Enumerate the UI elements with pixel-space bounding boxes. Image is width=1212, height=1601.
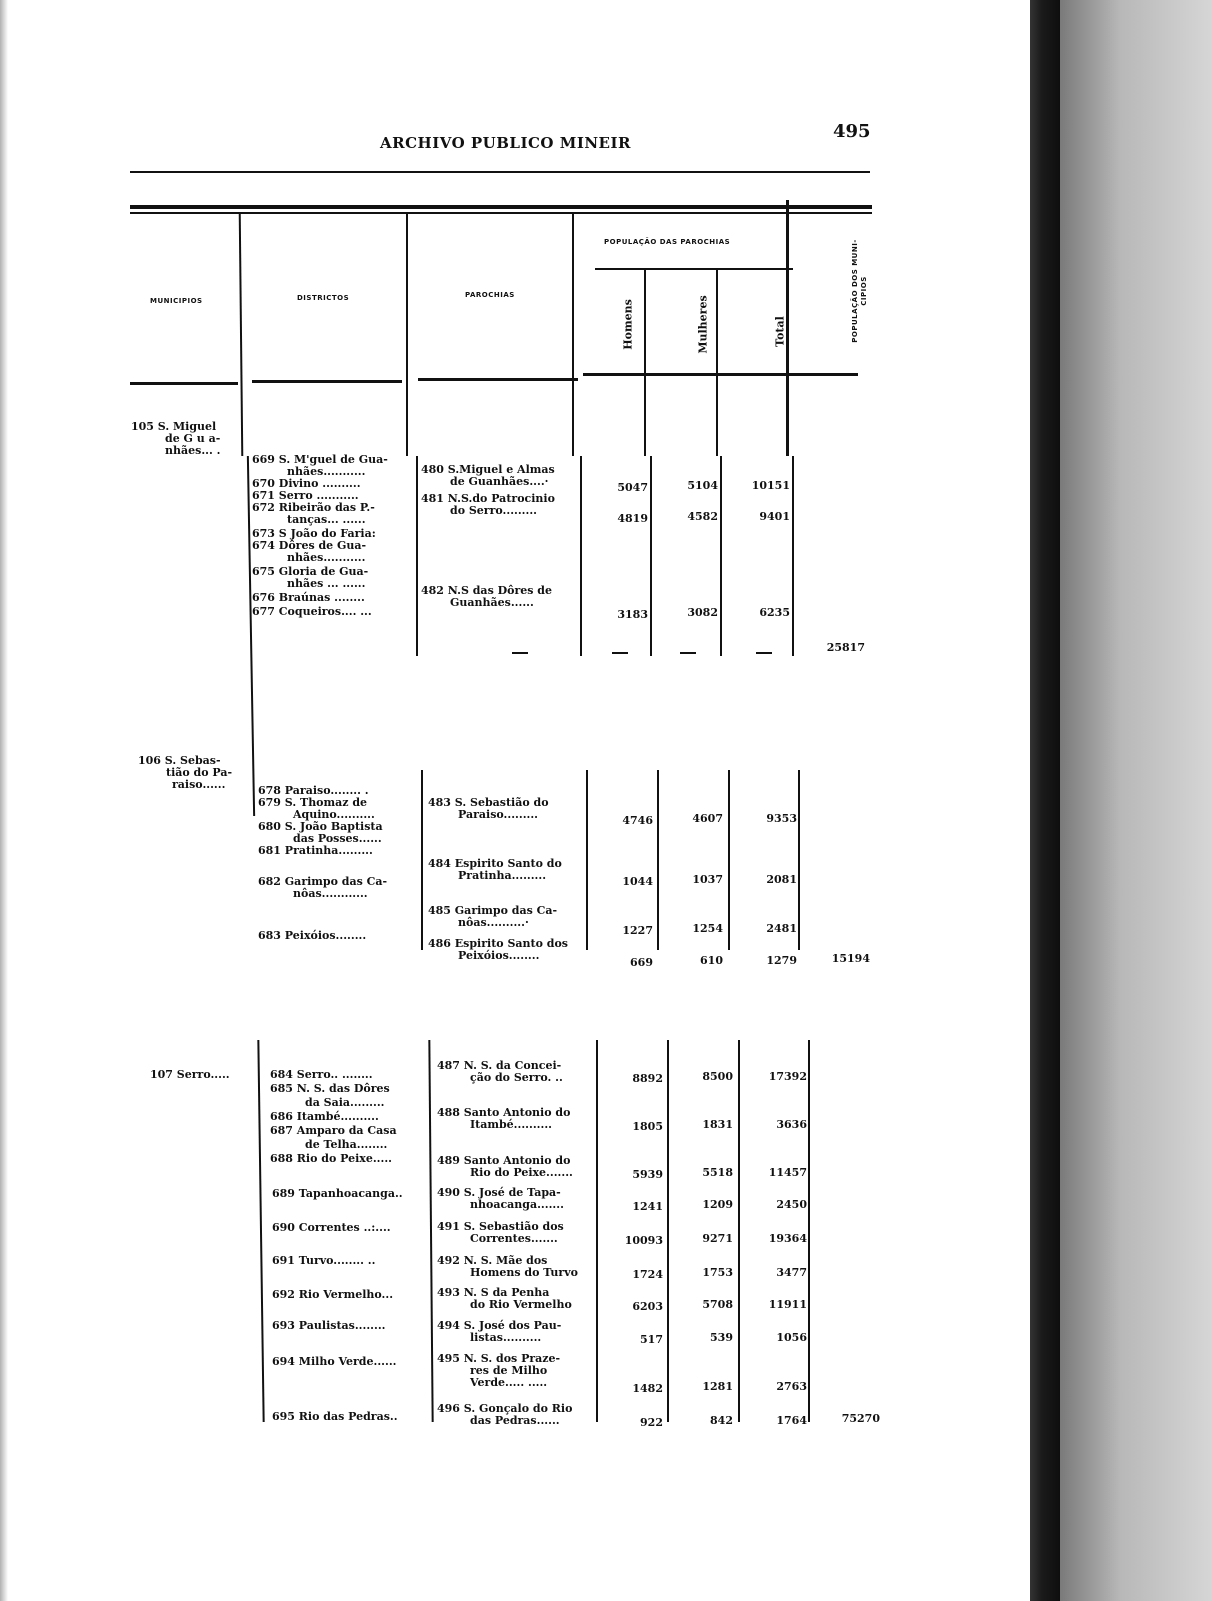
vrule-2a [406, 212, 408, 456]
district-line: 680 S. João Baptista [258, 820, 383, 833]
mulheres-value: 8500 [702, 1070, 733, 1083]
homens-value: 5047 [617, 481, 648, 494]
total-value: 1056 [776, 1331, 807, 1344]
district-line: 678 Paraiso........ . [258, 784, 369, 797]
parish-line: de Guanhães....· [450, 475, 549, 488]
mulheres-value: 539 [710, 1331, 733, 1344]
vrule-3d [596, 1040, 598, 1422]
homens-value: 3183 [617, 608, 648, 621]
total-value: 1764 [776, 1414, 807, 1427]
mulheres-value: 5104 [687, 479, 718, 492]
vrule-5a [716, 270, 718, 456]
total-value: 2481 [766, 922, 797, 935]
district-line: de Telha........ [305, 1138, 388, 1151]
municipio-107-total: 75270 [841, 1412, 880, 1425]
header-bottom-rule-3 [418, 378, 578, 381]
district-line: 671 Serro ........... [252, 489, 359, 502]
homens-value: 1241 [632, 1200, 663, 1213]
parish-line: Peixóios........ [458, 949, 540, 962]
blank-parish-dash [512, 652, 528, 654]
parish-line: 484 Espirito Santo do [428, 857, 562, 870]
total-value: 9353 [766, 812, 797, 825]
total-value: 17392 [768, 1070, 807, 1083]
district-line: 691 Turvo........ .. [272, 1254, 376, 1267]
mulheres-value: 842 [710, 1414, 733, 1427]
district-line: 679 S. Thomaz de [258, 796, 368, 809]
mulheres-value: 1831 [702, 1118, 733, 1131]
parish-line: 494 S. José dos Pau- [437, 1319, 562, 1332]
district-line: 681 Pratinha......... [258, 844, 373, 857]
total-value: 6235 [759, 606, 790, 619]
total-value: 11911 [768, 1298, 807, 1311]
parish-line: 490 S. José de Tapa- [437, 1186, 561, 1199]
mulheres-value: 1753 [702, 1266, 733, 1279]
parish-line: 481 N.S.do Patrocinio [421, 492, 555, 505]
col-header-districtos: DISTRICTOS [297, 294, 350, 302]
district-line: 688 Rio do Peixe..... [270, 1152, 392, 1165]
total-value: 9401 [759, 510, 790, 523]
parish-line: 488 Santo Antonio do [437, 1106, 571, 1119]
vrule-2c [421, 770, 423, 950]
col-header-homens: Homens [621, 299, 635, 350]
header-bottom-rule-4 [583, 373, 858, 376]
scan-edge-left [0, 0, 8, 1601]
homens-value: 517 [640, 1333, 663, 1346]
col-header-mulheres: Mulheres [696, 295, 710, 354]
homens-value: 1724 [632, 1268, 663, 1281]
parish-line: 480 S.Miguel e Almas [421, 463, 555, 476]
homens-value: 4819 [617, 512, 648, 525]
parish-line: do Serro......... [450, 504, 538, 517]
vrule-5c [728, 770, 730, 950]
scan-binding-shadow [1030, 0, 1060, 1601]
parish-line: 491 S. Sebastião dos [437, 1220, 564, 1233]
municipio-106-line: raiso...... [172, 778, 226, 791]
parish-line: 487 N. S. da Concei- [437, 1059, 562, 1072]
homens-value: 1805 [632, 1120, 663, 1133]
parish-line: ção do Serro. .. [470, 1071, 563, 1084]
total-value: 19364 [768, 1232, 807, 1245]
mulheres-value: 1281 [702, 1380, 733, 1393]
homens-value: 5939 [632, 1168, 663, 1181]
district-line: nhães........... [287, 465, 366, 478]
total-value: 11457 [768, 1166, 807, 1179]
mulheres-value: 9271 [702, 1232, 733, 1245]
vrule-5b [720, 456, 722, 656]
parish-line: Pratinha......... [458, 869, 547, 882]
vrule-4d [667, 1040, 669, 1422]
total-value: 2763 [776, 1380, 807, 1393]
vrule-1a [239, 212, 244, 456]
mulheres-value: 1209 [702, 1198, 733, 1211]
district-line: Aquino.......... [293, 808, 375, 821]
district-line: 675 Gloria de Gua- [252, 565, 369, 578]
header-rule [130, 171, 870, 173]
district-line: 674 Dôres de Gua- [252, 539, 367, 552]
total-value: 2081 [766, 873, 797, 886]
vrule-4a [644, 270, 646, 456]
district-line: 677 Coqueiros.... ... [252, 605, 372, 618]
vrule-3a [572, 212, 574, 456]
parish-line: Guanhães...... [450, 596, 534, 609]
parish-line: Rio do Peixe....... [470, 1166, 573, 1179]
vrule-3c [586, 770, 588, 950]
mulheres-value: 610 [700, 954, 723, 967]
parish-line: 483 S. Sebastião do [428, 796, 549, 809]
vrule-6a [786, 200, 789, 456]
blank-total-dash [756, 652, 772, 654]
homens-value: 8892 [632, 1072, 663, 1085]
homens-value: 669 [630, 956, 653, 969]
vrule-3b [580, 456, 582, 656]
district-line: 672 Ribeirão das P.- [252, 501, 375, 514]
municipio-107-line: 107 Serro..... [150, 1068, 230, 1081]
district-line: 686 Itambé.......... [270, 1110, 379, 1123]
col-header-municipios: MUNICIPIOS [150, 297, 203, 305]
homens-value: 1227 [622, 924, 653, 937]
header-bottom-rule-2 [252, 380, 402, 383]
vrule-2d [428, 1040, 433, 1422]
vrule-4b [650, 456, 652, 656]
mulheres-value: 4607 [692, 812, 723, 825]
homens-value: 922 [640, 1416, 663, 1429]
mulheres-value: 5708 [702, 1298, 733, 1311]
parish-line: 495 N. S. dos Praze- [437, 1352, 561, 1365]
total-value: 2450 [776, 1198, 807, 1211]
district-line: nhães ... ...... [287, 577, 366, 590]
page-title: ARCHIVO PUBLICO MINEIR [380, 134, 631, 152]
district-line: 694 Milho Verde...... [272, 1355, 397, 1368]
district-line: da Saia......... [305, 1096, 385, 1109]
total-value: 1279 [766, 954, 797, 967]
total-value: 10151 [751, 479, 790, 492]
municipio-106-line: tião do Pa- [166, 766, 233, 779]
parish-line: 486 Espirito Santo dos [428, 937, 568, 950]
parish-line: res de Milho [470, 1364, 548, 1377]
vrule-6c [798, 770, 800, 950]
district-line: 689 Tapanhoacanga.. [272, 1187, 403, 1200]
municipio-105-line: de G u a- [165, 432, 221, 445]
parish-line: listas.......... [470, 1331, 542, 1344]
district-line: 682 Garimpo das Ca- [258, 875, 388, 888]
mulheres-value: 4582 [687, 510, 718, 523]
parish-line: 492 N. S. Mãe dos [437, 1254, 548, 1267]
district-line: das Posses...... [293, 832, 382, 845]
municipio-106-line: 106 S. Sebas- [138, 754, 221, 767]
parish-line: Verde..... ..... [470, 1376, 548, 1389]
header-subrule [595, 268, 793, 270]
col-header-populacao-municipios-line1: POPULAÇÃO DOS MUNI- [851, 239, 859, 343]
page-number: 495 [833, 121, 871, 142]
vrule-2b [416, 456, 418, 656]
parish-line: 496 S. Gonçalo do Rio [437, 1402, 573, 1415]
homens-value: 1482 [632, 1382, 663, 1395]
mulheres-value: 1254 [692, 922, 723, 935]
parish-line: das Pedras...... [470, 1414, 560, 1427]
parish-line: do Rio Vermelho [470, 1298, 572, 1311]
district-line: nôas............ [293, 887, 368, 900]
parish-line: Correntes....... [470, 1232, 558, 1245]
homens-value: 10093 [624, 1234, 663, 1247]
parish-line: 489 Santo Antonio do [437, 1154, 571, 1167]
parish-line: nôas..........· [458, 916, 529, 929]
municipio-105-line: 105 S. Miguel [131, 420, 217, 433]
blank-homens-dash [612, 652, 628, 654]
parish-line: 482 N.S das Dôres de [421, 584, 552, 597]
district-line: 683 Peixóios........ [258, 929, 367, 942]
parish-line: nhoacanga....... [470, 1198, 564, 1211]
col-header-populacao-municipios-line2: CIPIOS [860, 276, 868, 306]
district-line: 685 N. S. das Dôres [270, 1082, 390, 1095]
vrule-4c [657, 770, 659, 950]
header-bottom-rule-1 [130, 382, 238, 385]
district-line: 670 Divino .......... [252, 477, 361, 490]
col-header-total: Total [773, 316, 787, 347]
table-top-rule [130, 205, 872, 209]
table-top-rule-2 [130, 212, 872, 214]
municipio-105-total: 25817 [826, 641, 865, 654]
parish-line: Homens do Turvo [470, 1266, 578, 1279]
blank-mulheres-dash [680, 652, 696, 654]
district-line: 693 Paulistas........ [272, 1319, 386, 1332]
district-line: 687 Amparo da Casa [270, 1124, 397, 1137]
district-line: nhães........... [287, 551, 366, 564]
scan-background [1060, 0, 1212, 1601]
mulheres-value: 3082 [687, 606, 718, 619]
district-line: 692 Rio Vermelho... [272, 1288, 394, 1301]
total-value: 3477 [776, 1266, 807, 1279]
vrule-1c [257, 1040, 264, 1422]
homens-value: 6203 [632, 1300, 663, 1313]
district-line: 684 Serro.. ........ [270, 1068, 373, 1081]
col-header-parochias: PAROCHIAS [465, 291, 515, 299]
parish-line: Itambé.......... [470, 1118, 552, 1131]
parish-line: Paraiso......... [458, 808, 539, 821]
mulheres-value: 1037 [692, 873, 723, 886]
col-header-populacao-municipios [851, 221, 869, 361]
district-line: 669 S. M'guel de Gua- [252, 453, 388, 466]
vrule-5d [738, 1040, 740, 1422]
district-line: 690 Correntes ..:.... [272, 1221, 391, 1234]
vrule-6d [808, 1040, 810, 1422]
parish-line: 485 Garimpo das Ca- [428, 904, 558, 917]
total-value: 3636 [776, 1118, 807, 1131]
homens-value: 1044 [622, 875, 653, 888]
homens-value: 4746 [622, 814, 653, 827]
district-line: 695 Rio das Pedras.. [272, 1410, 398, 1423]
district-line: 673 S João do Faria: [252, 527, 376, 540]
district-line: tanças... ...... [287, 513, 366, 526]
mulheres-value: 5518 [702, 1166, 733, 1179]
district-line: 676 Braúnas ........ [252, 591, 365, 604]
col-header-populacao-parochias: POPULAÇÃO DAS PAROCHIAS [604, 238, 731, 246]
vrule-6b [792, 456, 794, 656]
parish-line: 493 N. S da Penha [437, 1286, 550, 1299]
municipio-106-total: 15194 [831, 952, 870, 965]
municipio-105-line: nhães... . [165, 444, 221, 457]
